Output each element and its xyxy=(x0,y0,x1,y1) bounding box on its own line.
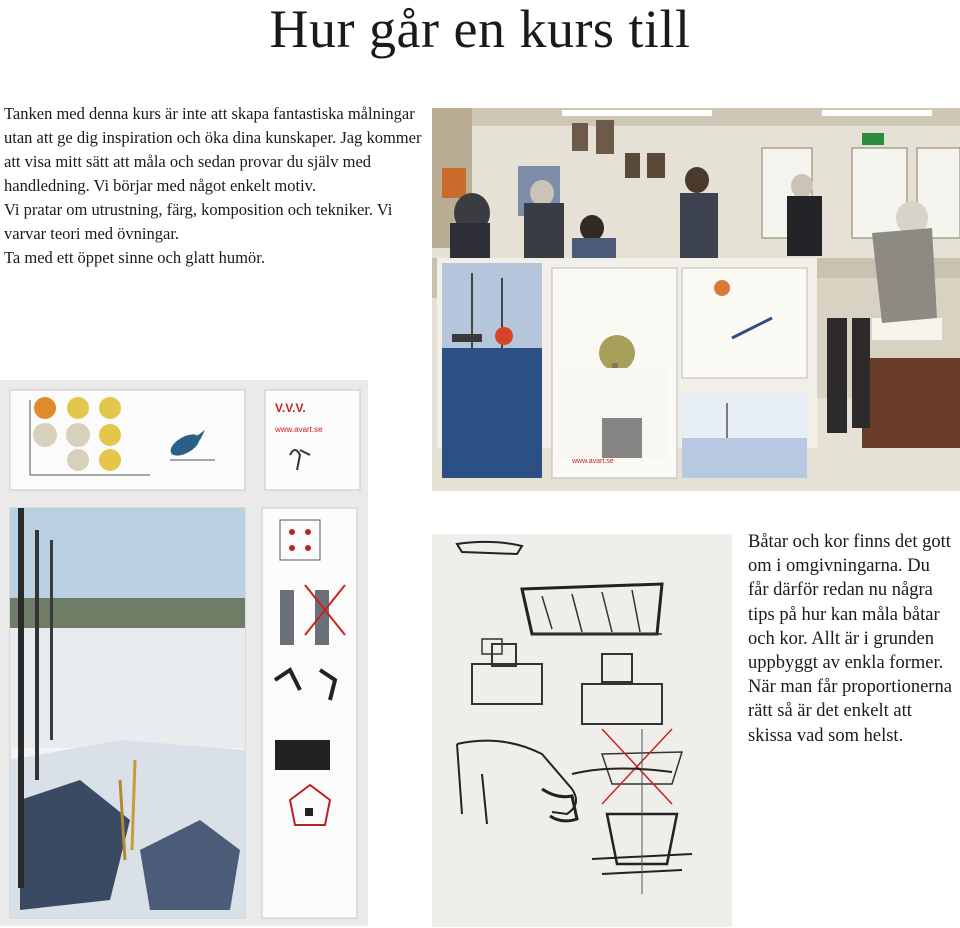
intro-paragraph-1: Tanken med denna kurs är inte att skapa fantastiska målningar utan att ge dig inspiration och öka dina kunskaper. Jag kommer att visa mitt sätt att måla och sedan provar du själv med handledning. Vi börjar med något enkelt motiv. xyxy=(4,104,422,195)
side-text: Båtar och kor finns det gott om i omgivningarna. Du får därför redan nu några tips på hur kan måla båtar och kor. Allt är i grunden uppbyggt av enkla former. När man får proportionerna rätt så är det enkelt att skissa vad som helst. xyxy=(748,532,952,746)
poster-logo: V.V.V. xyxy=(275,401,306,415)
page-title: Hur går en kurs till xyxy=(269,0,691,59)
intro-text xyxy=(4,102,424,270)
classroom-photo xyxy=(432,108,960,491)
intro-paragraph-2: Vi pratar om utrustning, färg, komposition och tekniker. Vi varvar teori med övningar. xyxy=(4,200,393,243)
painting-url: www.avart.se xyxy=(572,458,614,465)
intro-paragraph-3: Ta med ett öppet sinne och glatt humör. xyxy=(4,248,265,267)
boat-and-cow-sketch-photo xyxy=(432,534,732,927)
watercolor-poster-photo xyxy=(0,380,368,926)
poster-url: www.avart.se xyxy=(275,425,323,434)
